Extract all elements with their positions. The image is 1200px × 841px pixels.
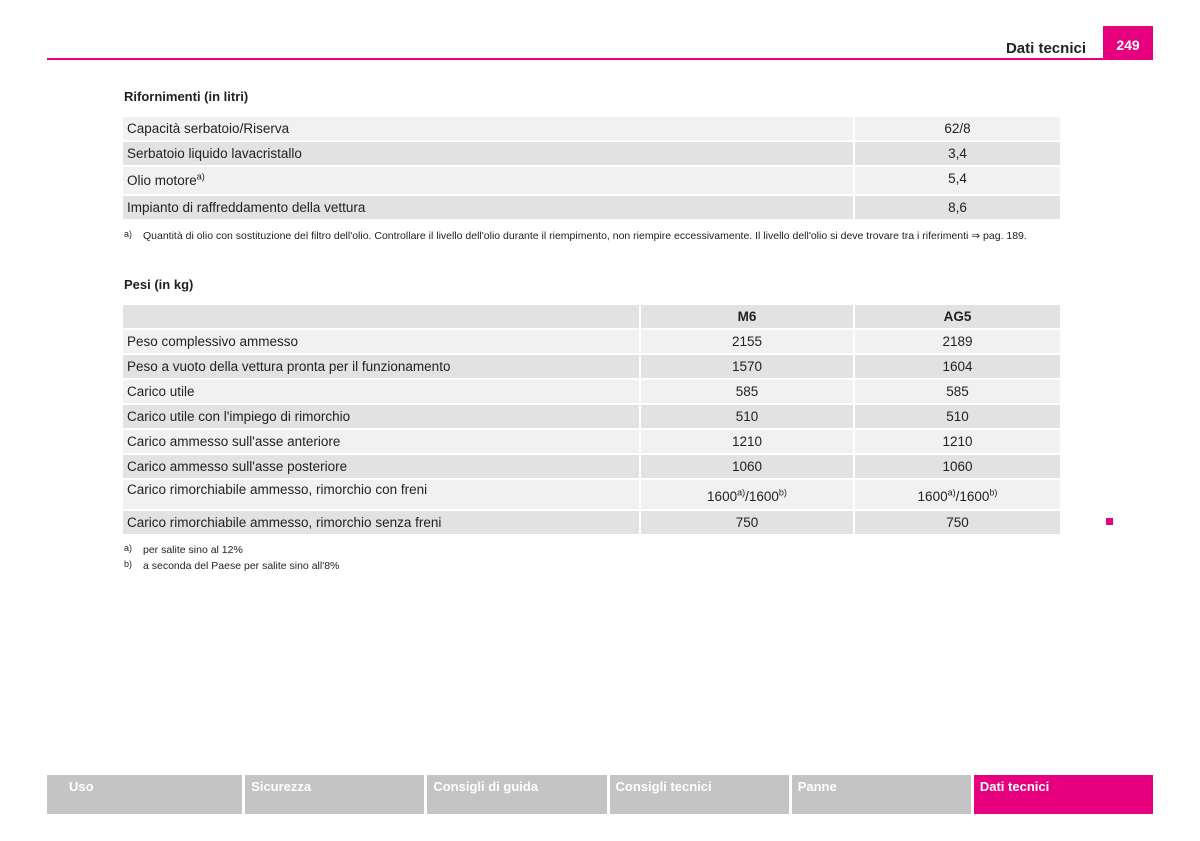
page-number: 249 [1103, 26, 1153, 60]
column-header-ag5: AG5 [853, 305, 1060, 328]
end-of-section-mark [1106, 518, 1113, 525]
weight-ag5: 1210 [853, 430, 1060, 453]
table-row [123, 511, 1060, 534]
table-row [123, 430, 1060, 453]
footnote-mark: a) [124, 229, 133, 239]
footnote-ref: a) [947, 487, 956, 498]
table-row [123, 380, 1060, 403]
table-row [123, 455, 1060, 478]
weight-label: Peso complessivo ammesso [123, 330, 639, 353]
weight-m6: 2155 [639, 330, 853, 353]
weight-ag5: 585 [853, 380, 1060, 403]
weight-label: Carico utile con l'impiego di rimorchio [123, 405, 639, 428]
header-empty [123, 305, 639, 328]
weight-m6: 750 [639, 511, 853, 534]
refill-label: Impianto di raffreddamento della vettura [123, 196, 853, 219]
weight-label: Carico ammesso sull'asse anteriore [123, 430, 639, 453]
weight-m6: 1210 [639, 430, 853, 453]
footnote-ref: a) [737, 487, 746, 498]
weight-m6: 1570 [639, 355, 853, 378]
nav-tab-sicurezza[interactable]: Sicurezza [245, 775, 424, 814]
header-title: Dati tecnici [1005, 40, 1086, 57]
footnote-text: a seconda del Paese per salite sino all'8% [143, 560, 340, 572]
refill-label: Capacità serbatoio/Riserva [123, 117, 853, 140]
table-row [123, 117, 1060, 140]
refills-footnote [124, 230, 1063, 243]
footnote-ref: b) [778, 487, 787, 498]
refills-table [123, 115, 1060, 221]
weight-m6: 510 [639, 405, 853, 428]
weights-footnote-a [124, 544, 1063, 557]
table-row [123, 330, 1060, 353]
weight-ag5: 2189 [853, 330, 1060, 353]
weight-label: Carico utile [123, 380, 639, 403]
nav-tab-consigli-tecnici[interactable]: Consigli tecnici [610, 775, 789, 814]
footnote-ref: b) [989, 487, 998, 498]
refill-label: Serbatoio liquido lavacristallo [123, 142, 853, 165]
nav-tab-dati-tecnici[interactable]: Dati tecnici [974, 775, 1153, 814]
weights-table [123, 303, 1060, 536]
table-row [123, 355, 1060, 378]
weight-ag5: 1604 [853, 355, 1060, 378]
table-row [123, 142, 1060, 165]
table-row [123, 405, 1060, 428]
footnote-mark: a) [124, 543, 133, 553]
footnote-ref: a) [196, 171, 205, 182]
weights-title: Pesi (in kg) [124, 277, 194, 292]
column-header-m6: M6 [639, 305, 853, 328]
weight-label: Carico rimorchiabile ammesso, rimorchio senza freni [123, 511, 639, 534]
refill-value: 5,4 [853, 167, 1060, 194]
refill-label: Olio motore$^{a)}$ [123, 167, 853, 194]
weight-ag5: 750 [853, 511, 1060, 534]
refill-value: 8,6 [853, 196, 1060, 219]
weight-label: Carico ammesso sull'asse posteriore [123, 455, 639, 478]
weight-ag5: 1060 [853, 455, 1060, 478]
weight-m6: 1060 [639, 455, 853, 478]
footnote-text: Quantità di olio con sostituzione del filtro dell'olio. Controllare il livello dell'olio durante il riempimento, non riempire eccessivamente. Il livello dell'olio si deve trovare tra i riferimenti ⇒ pag. 189. [143, 230, 1027, 242]
weight-ag5: 510 [853, 405, 1060, 428]
weight-m6: 1600$^{a)}$/1600$^{b)}$ [639, 480, 853, 509]
nav-tab-consigli-di-guida[interactable]: Consigli di guida [427, 775, 606, 814]
weight-label: Peso a vuoto della vettura pronta per il funzionamento [123, 355, 639, 378]
table-header-row [123, 305, 1060, 328]
refill-value: 62/8 [853, 117, 1060, 140]
refill-value: 3,4 [853, 142, 1060, 165]
table-row [123, 480, 1060, 509]
footnote-text: per salite sino al 12% [143, 544, 243, 556]
nav-tab-panne[interactable]: Panne [792, 775, 971, 814]
weights-footnote-b [124, 560, 1063, 573]
header-rule [47, 58, 1153, 60]
table-row [123, 196, 1060, 219]
bottom-nav [47, 775, 1153, 814]
weight-m6: 585 [639, 380, 853, 403]
weight-ag5: 1600$^{a)}$/1600$^{b)}$ [853, 480, 1060, 509]
footnote-mark: b) [124, 559, 133, 569]
nav-tab-uso[interactable]: Uso [47, 775, 242, 814]
refills-title: Rifornimenti (in litri) [124, 89, 249, 104]
table-row [123, 167, 1060, 194]
weight-label: Carico rimorchiabile ammesso, rimorchio con freni [123, 480, 639, 509]
